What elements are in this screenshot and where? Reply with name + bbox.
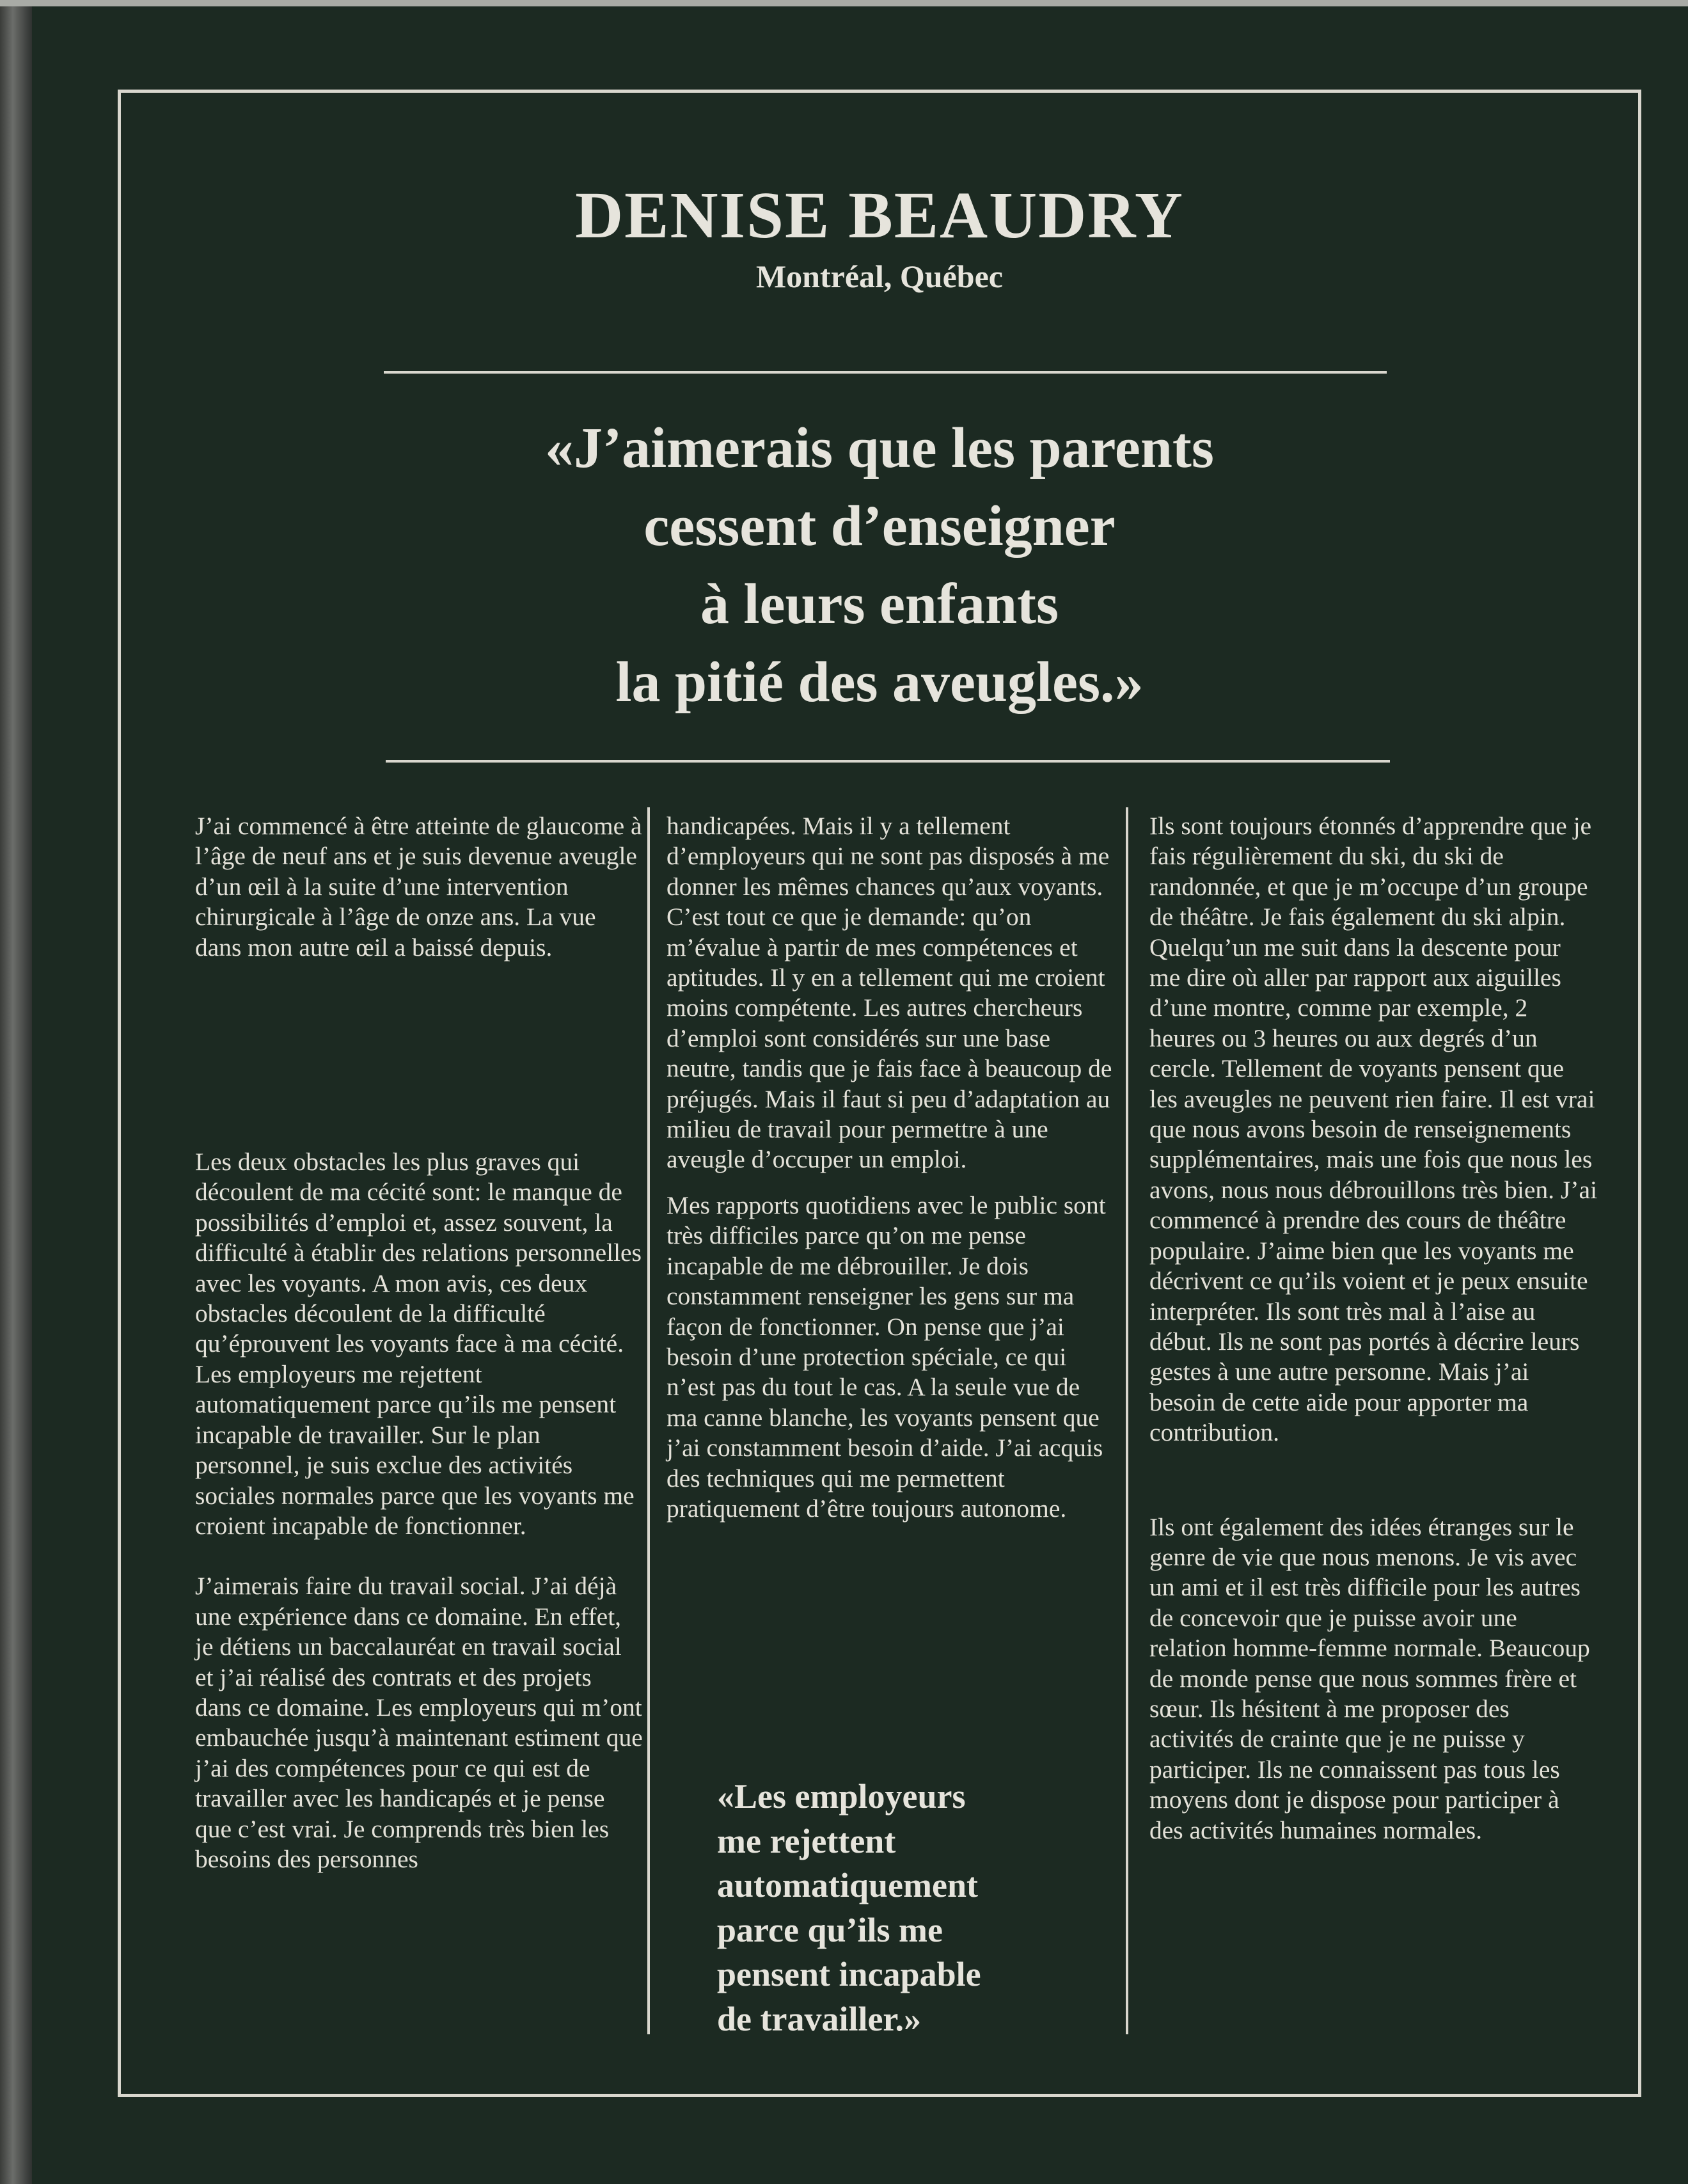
- pull-quote-line: parce qu’ils me: [717, 1910, 943, 1949]
- pull-quote-line: de travailler.»: [717, 1999, 921, 2038]
- divider-top: [384, 371, 1387, 374]
- author-location: Montréal, Québec: [755, 258, 1003, 294]
- headline-quote-line: cessent d’enseigner: [643, 495, 1116, 558]
- pull-quote-line: «Les employeurs: [717, 1777, 966, 1816]
- adjacent-page-edge: [0, 0, 32, 2184]
- paragraph: Mes rapports quotidiens avec le public sont très difficiles parce qu’on me pense incapable de me débrouiller. Je dois constamment renseigner les gens sur ma façon de fonctionner. On pense que j’ai besoin d’une protection spéciale, ce qui n’est pas du tout le cas. A la seule vue de ma canne blanche, les voyants pensent que j’ai constamment besoin d’aide. J’ai acquis des techniques qui me permettent pratiquement d’être toujours autonome.: [667, 1191, 1106, 1523]
- pull-quote-line: me rejettent: [717, 1821, 896, 1860]
- paragraph: Ils sont toujours étonnés d’apprendre que je fais régulièrement du ski, du ski de randonnée, et que je m’occupe d’un groupe de théâtre. Je fais également du ski alpin. Quelqu’un me suit dans la descente pour me dire où aller par rapport aux aiguilles d’une montre, comme par exemple, 2 heures ou 3 heures ou aux degrés d’un cercle. Tellement de voyants pensent que les aveugles ne peuvent rien faire. Il est vrai que nous avons besoin de renseignements supplémentaires, mais une fois que nous les avons, nous nous débrouillons très bien. J’ai commencé à prendre des cours de théâtre populaire. J’aime bien que les voyants me décrivent ce qu’ils voient et je peux ensuite interpréter. Ils sont très mal à l’aise au début. Ils ne sont pas portés à décrire leurs gestes à une autre personne. Mais j’ai besoin de cette aide pour apporter ma contribution.: [1149, 812, 1597, 1447]
- paragraph: Les deux obstacles les plus graves qui découlent de ma cécité sont: le manque de possibilités d’emploi et, assez souvent, la difficulté à établir des relations personnelles avec les voyants. A mon avis, ces deux obstacles découlent de la difficulté qu’éprouvent les voyants face à ma cécité. Les employeurs me rejettent automatiquement parce qu’ils me pensent incapable de travailler. Sur le plan personnel, je suis exclue des activités sociales normales parce que les voyants me croient incapable de fonctionner.: [195, 1148, 642, 1540]
- headline-quote-line: la pitié des aveugles.»: [615, 651, 1144, 714]
- text-column-3: [1149, 811, 1597, 1846]
- pull-quote-line: automatiquement: [717, 1866, 978, 1904]
- page-top-edge: [0, 0, 1688, 6]
- header: [118, 178, 1641, 294]
- paragraph: handicapées. Mais il y a tellement d’employeurs qui ne sont pas disposés à me donner les mêmes chances qu’aux voyants. C’est tout ce que je demande: qu’on m’évalue à partir de mes compétences et aptitudes. Il y en a tellement qui me croient moins compétente. Les autres chercheurs d’emploi sont considérés sur une base neutre, tandis que je fais face à beaucoup de préjugés. Mais il faut si peu d’adaptation au milieu de travail pour permettre à une aveugle d’occuper un emploi.: [667, 812, 1112, 1174]
- headline-quote-line: à leurs enfants: [700, 573, 1059, 636]
- text-column-2: [667, 811, 1114, 1524]
- headline-quote: [192, 409, 1567, 722]
- paragraph: J’ai commencé à être atteinte de glaucome à l’âge de neuf ans et je suis devenue aveugle d’un œil à la suite d’une intervention chirurgicale à l’âge de onze ans. La vue dans mon autre œil a baissé depuis.: [195, 812, 642, 961]
- text-column-1: [195, 811, 643, 1874]
- paragraph: Ils ont également des idées étranges sur le genre de vie que nous menons. Je vis avec un ami et il est très difficile pour les autres de concevoir que je puisse avoir une relation homme-femme normale. Beaucoup de monde pense que nous sommes frère et sœur. Ils hésitent à me proposer des activités de crainte que je ne puisse y participer. Ils ne connaissent pas tous les moyens dont je dispose pour participer à des activités humaines normales.: [1149, 1512, 1590, 1844]
- column-divider-1: [647, 807, 650, 2034]
- author-name: DENISE BEAUDRY: [575, 178, 1184, 252]
- column-divider-2: [1126, 807, 1128, 2034]
- paragraph: J’aimerais faire du travail social. J’ai déjà une expérience dans ce domaine. En effet, je détiens un baccalauréat en travail social et j’ai réalisé des contrats et des projets dans ce domaine. Les employeurs qui m’ont embauchée jusqu’à maintenant estiment que j’ai des compétences pour ce qui est de travailler avec les handicapés et je pense que c’est vrai. Je comprends très bien les besoins des personnes: [195, 1572, 643, 1873]
- divider-bottom: [386, 760, 1390, 763]
- pull-quote: [717, 1775, 1101, 2041]
- pull-quote-line: pensent incapable: [717, 1955, 981, 1993]
- headline-quote-line: «J’aimerais que les parents: [545, 416, 1214, 480]
